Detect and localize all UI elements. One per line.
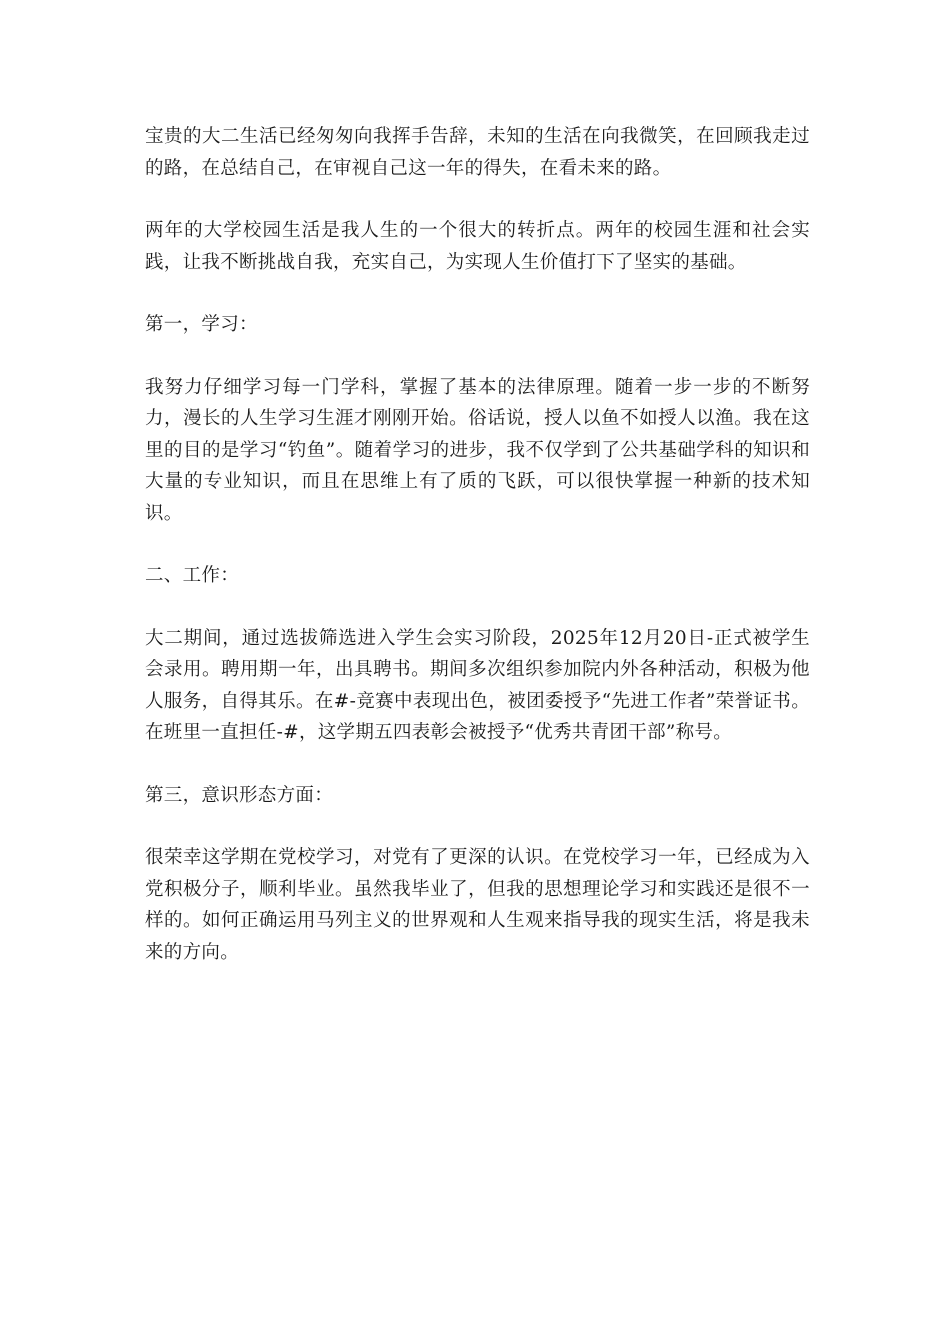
- paragraph-ideology: 很荣幸这学期在党校学习，对党有了更深的认识。在党校学习一年，已经成为入党积极分子，顺利毕业。虽然我毕业了，但我的思想理论学习和实践还是很不一样的。如何正确运用马列主义的世界观和人生观来指导我的现实生活，将是我未来的方向。: [145, 847, 810, 963]
- heading-study: 第一，学习：: [145, 314, 258, 335]
- paragraph-overview: 两年的大学校园生活是我人生的一个很大的转折点。两年的校园生涯和社会实践，让我不断挑战自我，充实自己，为实现人生价值打下了坚实的基础。: [145, 220, 810, 273]
- paragraph-intro: 宝贵的大二生活已经匆匆向我挥手告辞，未知的生活在向我微笑，在回顾我走过的路，在总结自己，在审视自己这一年的得失，在看未来的路。: [145, 126, 810, 179]
- heading-ideology: 第三，意识形态方面：: [145, 784, 334, 806]
- heading-work: 二、工作：: [145, 565, 240, 586]
- document-body: [145, 121, 810, 999]
- paragraph-work: 大二期间，通过选拔筛选进入学生会实习阶段，2025年12月20日-正式被学生会录用。聘用期一年，出具聘书。期间多次组织参加院内外各种活动，积极为他人服务，自得其乐。在#-竞赛中表现出色，被团委授予“先进工作者”荣誉证书。在班里一直担任-#，这学期五四表彰会被授予“优秀共青团干部”称号。: [145, 627, 810, 743]
- paragraph-study: 我努力仔细学习每一门学科，掌握了基本的法律原理。随着一步一步的不断努力，漫长的人生学习生涯才刚刚开始。俗话说，授人以鱼不如授人以渔。我在这里的目的是学习“钓鱼”。随着学习的进步，我不仅学到了公共基础学科的知识和大量的专业知识，而且在思维上有了质的飞跃，可以很快掌握一种新的技术知识。: [145, 376, 810, 524]
